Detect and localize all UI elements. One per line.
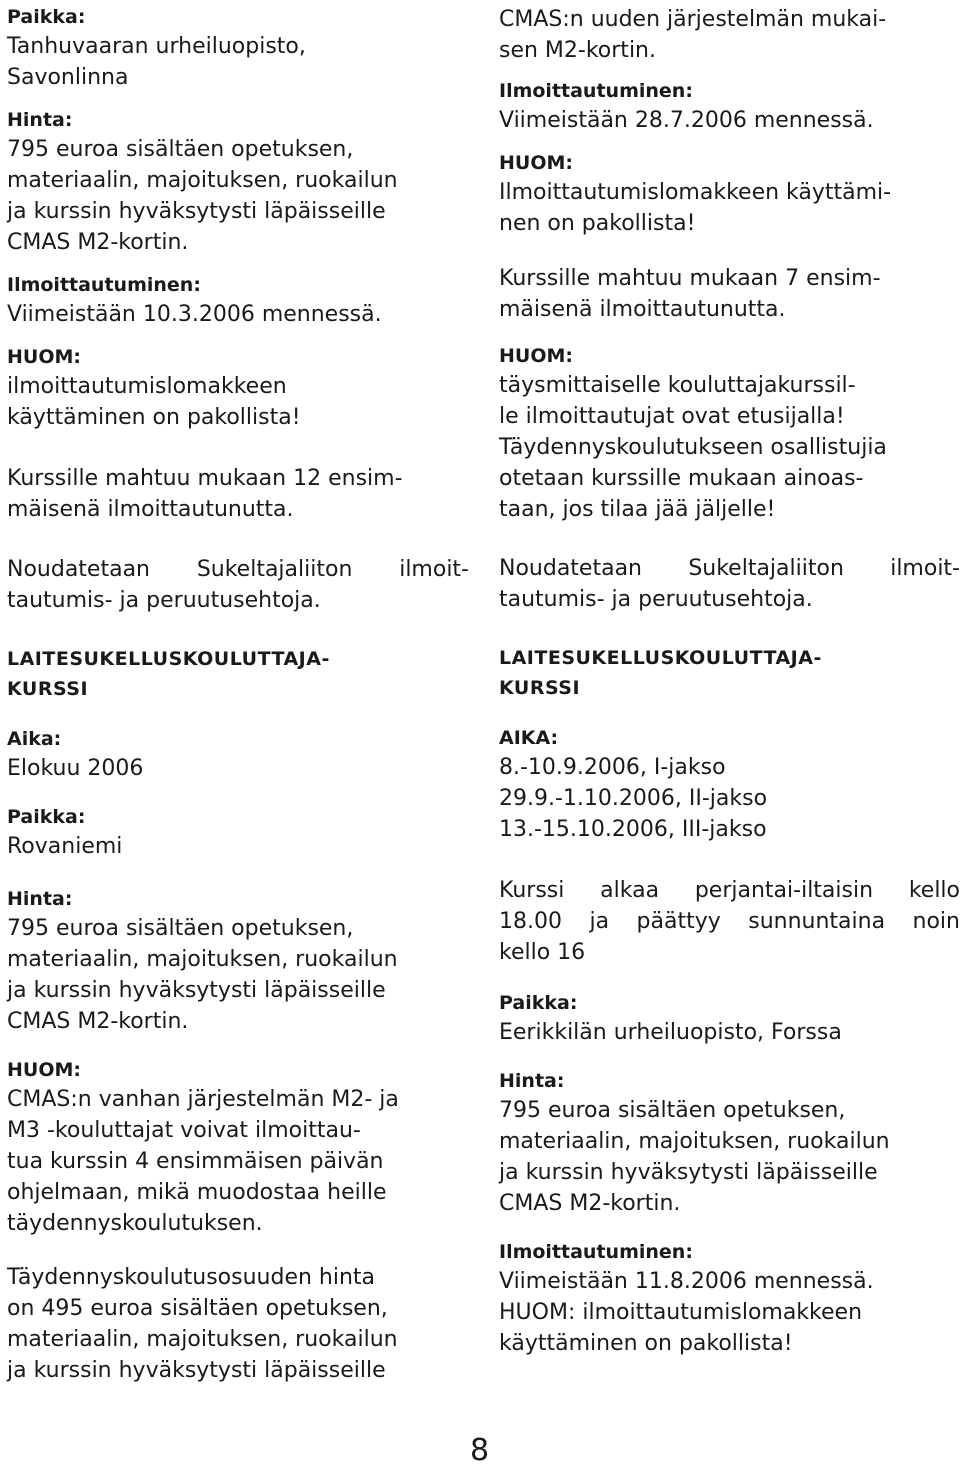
price-label: Hinta:	[499, 1070, 565, 1092]
note-label: HUOM:	[7, 1059, 81, 1081]
schedule-note	[499, 875, 960, 968]
place-label: Paikka:	[7, 6, 86, 28]
page-number: 8	[470, 1433, 490, 1468]
place-label: Paikka:	[499, 992, 578, 1014]
terms-line-2: tautumis- ja peruutusehtoja.	[499, 587, 813, 612]
time-section	[499, 725, 960, 845]
place-value: Eerikkilän urheiluopisto, Forssa	[499, 1020, 842, 1045]
price-value: 795 euroa sisältäen opetuksen, materiaalin, majoituksen, ruokailun ja kurssin hyväksytysti läpäisseille CMAS M2-kortin.	[7, 137, 398, 255]
registration-label: Ilmoittautuminen:	[499, 1241, 693, 1263]
registration-label: Ilmoittautuminen:	[7, 274, 201, 296]
capacity-note	[7, 463, 469, 525]
price-section-1	[7, 107, 469, 258]
place-section	[499, 990, 960, 1048]
price-value: 795 euroa sisältäen opetuksen, materiaalin, majoituksen, ruokailun ja kurssin hyväksytysti läpäisseille CMAS M2-kortin.	[499, 1098, 890, 1216]
note-section-2	[7, 1057, 469, 1239]
intro-text: CMAS:n uuden järjestelmän mukai- sen M2-kortin.	[499, 7, 887, 63]
supplement-price-note	[7, 1262, 469, 1386]
note-value: CMAS:n vanhan järjestelmän M2- ja M3 -kouluttajat voivat ilmoittau- tua kurssin 4 ensimmäisen päivän ohjelmaan, mikä muodostaa heille täydennyskoulutuksen.	[7, 1087, 399, 1236]
course-heading: LAITESUKELLUSKOULUTTAJA- KURSSI	[499, 647, 822, 699]
price-section	[499, 1068, 960, 1219]
intro-text-block	[499, 4, 960, 66]
price-section-2	[7, 886, 469, 1037]
registration-value: Viimeistään 11.8.2006 mennessä. HUOM: ilmoittautumislomakkeen käyttäminen on pakollista!	[499, 1269, 874, 1356]
terms-line-1: Noudatetaan Sukeltajaliiton ilmoit-	[499, 556, 960, 581]
time-label: AIKA:	[499, 727, 559, 749]
price-value: 795 euroa sisältäen opetuksen, materiaalin, majoituksen, ruokailun ja kurssin hyväksytysti läpäisseille CMAS M2-kortin.	[7, 916, 398, 1034]
place-value: Tanhuvaaran urheiluopisto, Savonlinna	[7, 34, 306, 90]
registration-label: Ilmoittautuminen:	[499, 80, 693, 102]
capacity-text: Kurssille mahtuu mukaan 12 ensim- mäisenä ilmoittautunutta.	[7, 466, 403, 522]
terms-line-2: tautumis- ja peruutusehtoja.	[7, 588, 321, 613]
note-section-1	[7, 344, 469, 433]
schedule-line-1: Kurssi alkaa perjantai-iltaisin kello	[499, 878, 960, 903]
schedule-line-3: kello 16	[499, 940, 586, 965]
price-label: Hinta:	[7, 888, 73, 910]
place-section-1	[7, 4, 469, 93]
time-value: 8.-10.9.2006, I-jakso 29.9.-1.10.2006, II-jakso 13.-15.10.2006, III-jakso	[499, 755, 768, 842]
registration-section-2	[499, 1239, 960, 1359]
registration-section-1	[499, 78, 960, 136]
price-label: Hinta:	[7, 109, 73, 131]
registration-value: Viimeistään 28.7.2006 mennessä.	[499, 108, 874, 133]
note-section-1	[499, 150, 960, 239]
registration-section-1	[7, 272, 469, 330]
left-column	[7, 4, 469, 1386]
terms-note	[499, 553, 960, 615]
note-section-2	[499, 343, 960, 525]
right-column	[499, 4, 960, 1359]
schedule-line-2: 18.00 ja päättyy sunnuntaina noin	[499, 909, 960, 934]
capacity-text: Kurssille mahtuu mukaan 7 ensim- mäisenä ilmoittautunutta.	[499, 266, 881, 322]
supplement-text: Täydennyskoulutusosuuden hinta on 495 euroa sisältäen opetuksen, materiaalin, majoituksen, ruokailun ja kurssin hyväksytysti läpäisseille	[7, 1265, 398, 1383]
terms-line-1: Noudatetaan Sukeltajaliiton ilmoit-	[7, 557, 469, 582]
terms-note	[7, 554, 469, 616]
registration-value: Viimeistään 10.3.2006 mennessä.	[7, 302, 382, 327]
note-label: HUOM:	[499, 345, 573, 367]
place-label: Paikka:	[7, 806, 86, 828]
note-value: ilmoittautumislomakkeen käyttäminen on pakollista!	[7, 374, 301, 430]
time-label: Aika:	[7, 728, 62, 750]
capacity-note	[499, 263, 960, 325]
note-value: Ilmoittautumislomakkeen käyttämi- nen on pakollista!	[499, 180, 892, 236]
course-heading-block	[7, 644, 469, 704]
course-heading-block	[499, 643, 960, 703]
place-value: Rovaniemi	[7, 834, 123, 859]
time-section	[7, 726, 469, 784]
note-label: HUOM:	[499, 152, 573, 174]
time-value: Elokuu 2006	[7, 756, 144, 781]
note-value: täysmittaiselle kouluttajakurssil- le ilmoittautujat ovat etusijalla! Täydennyskoulutukseen osallistujia otetaan kurssille mukaan ainoas- taan, jos tilaa jää jäljelle!	[499, 373, 887, 522]
course-heading: LAITESUKELLUSKOULUTTAJA- KURSSI	[7, 648, 330, 700]
place-section-2	[7, 804, 469, 862]
note-label: HUOM:	[7, 346, 81, 368]
